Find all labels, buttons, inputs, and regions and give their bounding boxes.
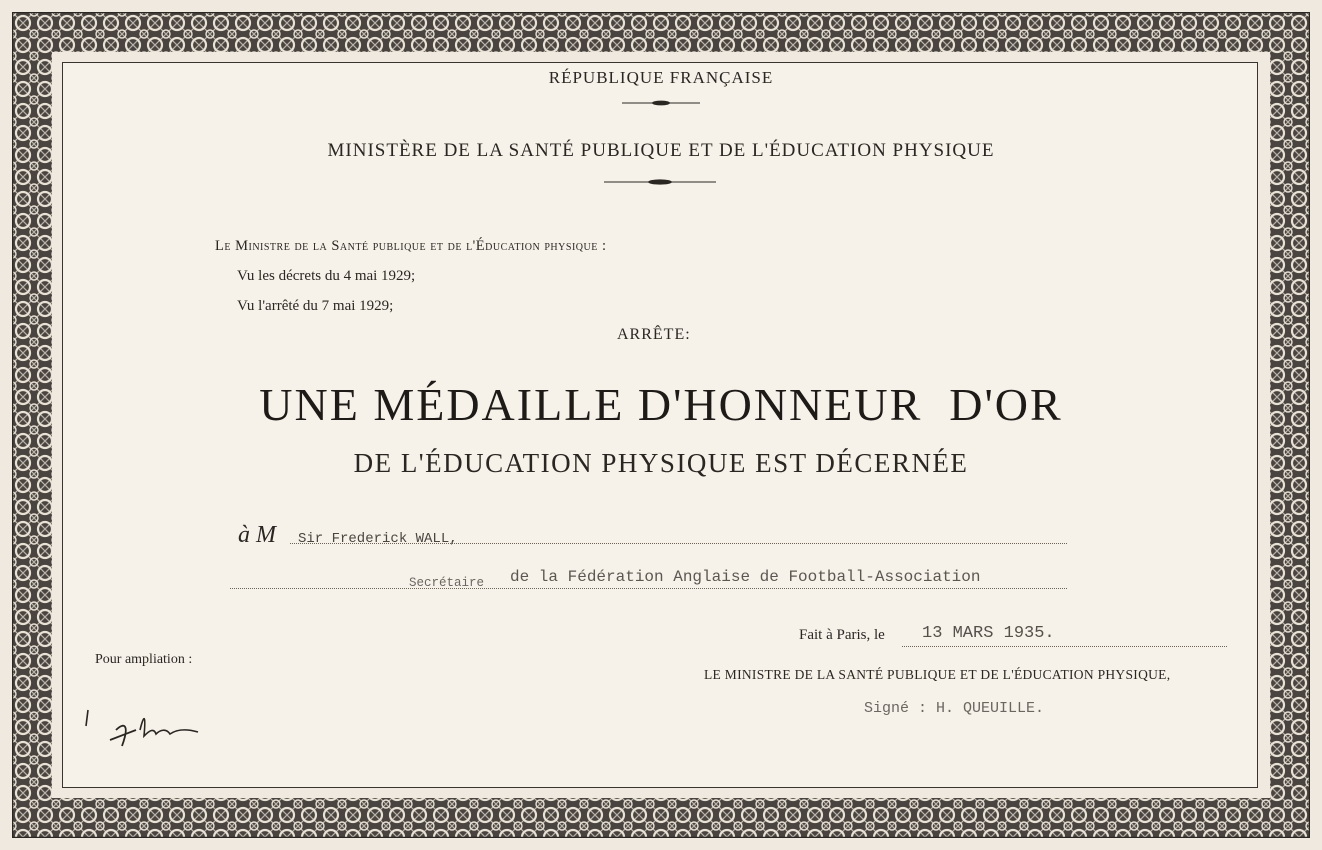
place-label: Fait à Paris, le [799,627,885,643]
signed-by: Signé : H. QUEUILLE. [864,700,1045,717]
ornament-divider-icon [604,177,716,187]
preamble-decree: Vu les décrets du 4 mai 1929; [237,268,416,284]
handwritten-signature [80,700,220,760]
minister-title: LE MINISTRE DE LA SANTÉ PUBLIQUE ET DE L'ÉDUCATION PHYSIQUE, [704,667,1171,682]
preamble-order: Vu l'arrêté du 7 mai 1929; [237,298,394,314]
date-line [902,646,1227,647]
ornament-divider-icon [622,98,700,108]
issue-date: 13 MARS 1935. [922,624,1055,643]
recipient-position: Secrétaire [409,576,485,590]
pour-ampliation-label: Pour ampliation : [95,652,193,667]
preamble-intro: Le Ministre de la Santé publique et de l'Éducation physique : [215,238,607,254]
recipient-name: Sir Frederick WALL, [298,531,458,547]
recipient-organization: de la Fédération Anglaise de Football-Association [510,568,981,586]
recipient-prefix: à M [238,522,276,548]
organization-line [230,588,1067,589]
republique-heading: RÉPUBLIQUE FRANÇAISE [548,68,774,87]
arrete-label: ARRÊTE: [617,326,691,343]
award-subtitle: DE L'ÉDUCATION PHYSIQUE EST DÉCERNÉE [353,448,969,478]
award-title: UNE MÉDAILLE D'HONNEUR D'OR [259,379,1063,430]
ministere-heading: MINISTÈRE DE LA SANTÉ PUBLIQUE ET DE L'ÉDUCATION PHYSIQUE [327,140,995,161]
